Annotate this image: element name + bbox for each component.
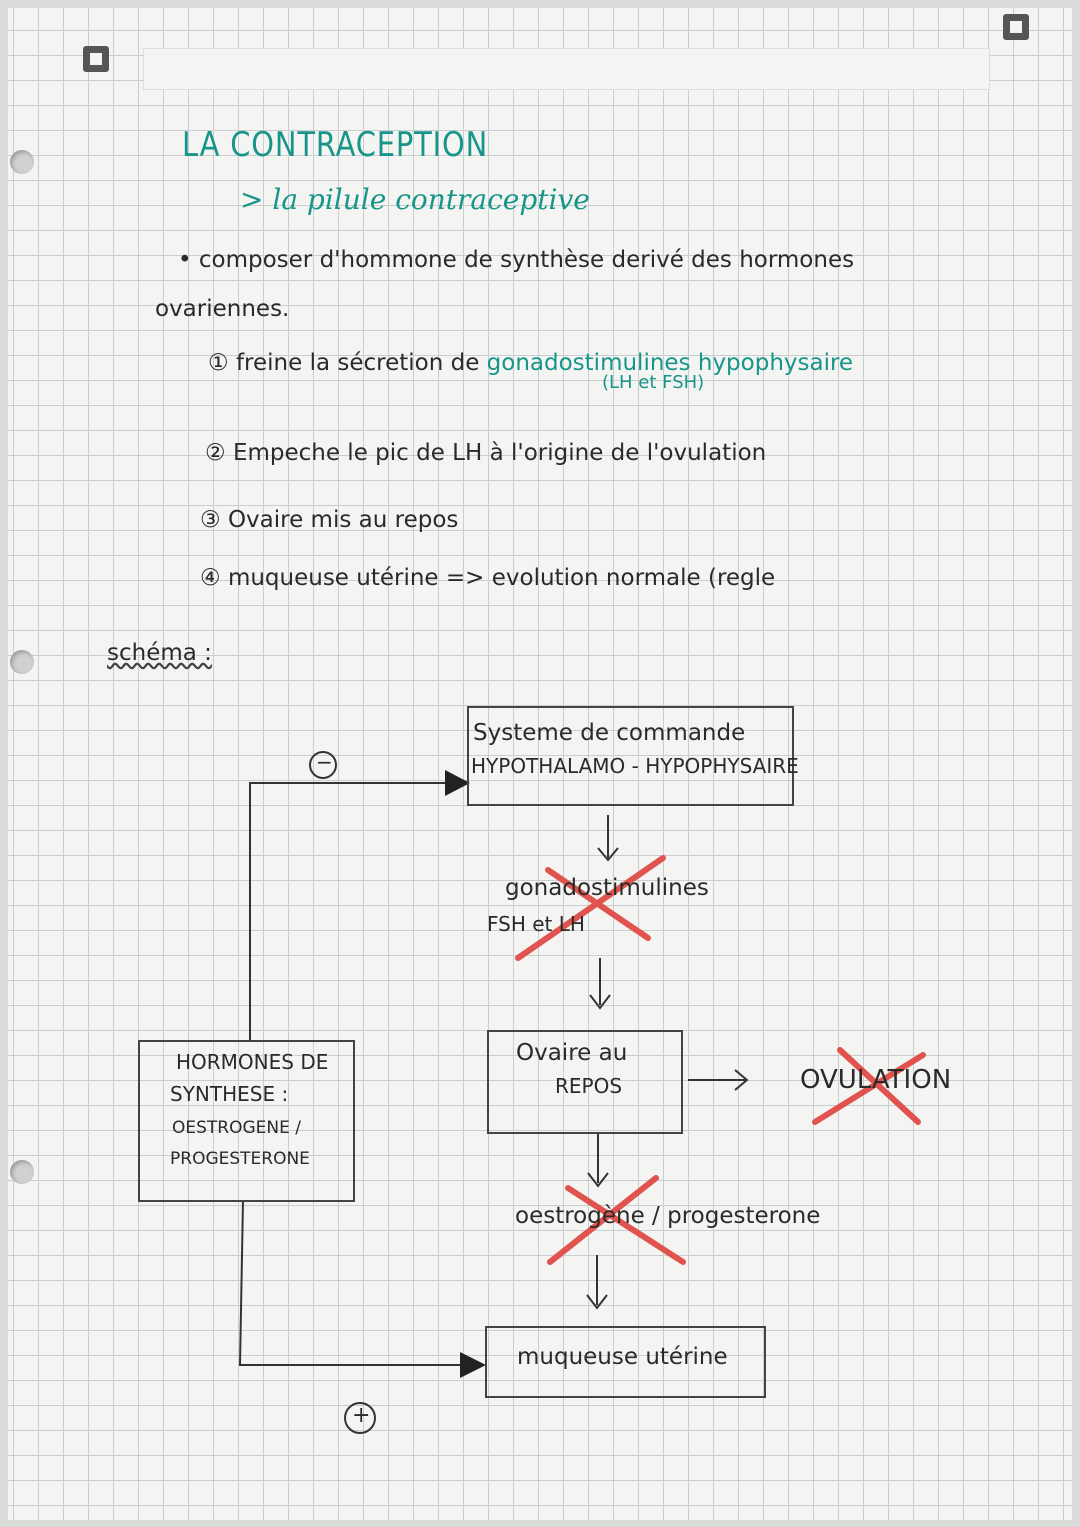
point-number: ① [208, 350, 229, 376]
point-number: ② [205, 440, 226, 466]
point-highlight: gonadostimulines hypophysaire [486, 350, 854, 376]
hormones-line3: OESTROGENE / [172, 1118, 301, 1138]
point-text: muqueuse utérine => evolution normale (regle [227, 565, 776, 591]
arrowhead-filled [460, 1352, 486, 1378]
schema-label: schéma : [107, 640, 212, 666]
ovulation-label: OVULATION [800, 1065, 952, 1095]
cross-gonado [518, 858, 663, 958]
point-note: (LH et FSH) [602, 372, 705, 393]
gonado-line2: FSH et LH [487, 912, 585, 936]
feedback-line-negative [250, 783, 455, 1040]
subtitle: > la pilule contraceptive [240, 183, 590, 216]
gonado-line1: gonadostimulines [505, 875, 709, 901]
minus-sign: − [316, 750, 333, 774]
ovaire-line1: Ovaire au [516, 1040, 628, 1066]
page-title: LA CONTRACEPTION [182, 125, 489, 165]
box-command-system [467, 706, 799, 806]
box-synthetic-hormones [138, 1040, 355, 1202]
command-line2: HYPOTHALAMO - HYPOPHYSAIRE [471, 754, 799, 778]
oestro-label: oestrogène / progesterone [515, 1203, 821, 1229]
hormones-line4: PROGESTERONE [170, 1149, 310, 1169]
plus-sign: + [352, 1403, 371, 1428]
command-line1: Systeme de commande [473, 720, 746, 746]
hormones-line2: SYNTHESE : [170, 1082, 289, 1106]
hormones-line1: HORMONES DE [176, 1050, 329, 1074]
point-text: freine la sécretion de [235, 350, 487, 376]
point-text: Ovaire mis au repos [227, 507, 459, 533]
bullet-line1: • composer d'hommone de synthèse derivé des hormones [178, 247, 855, 273]
bullet-line2: ovariennes. [155, 296, 290, 322]
feedback-line-positive [240, 1200, 470, 1365]
ovaire-line2: REPOS [555, 1074, 623, 1098]
point-number: ④ [200, 565, 221, 591]
box-ovaire [487, 1030, 683, 1134]
muqueuse-label: muqueuse utérine [517, 1344, 728, 1370]
point-number: ③ [200, 507, 221, 533]
point-text: Empeche le pic de LH à l'origine de l'ovulation [232, 440, 767, 466]
box-muqueuse [485, 1326, 766, 1398]
